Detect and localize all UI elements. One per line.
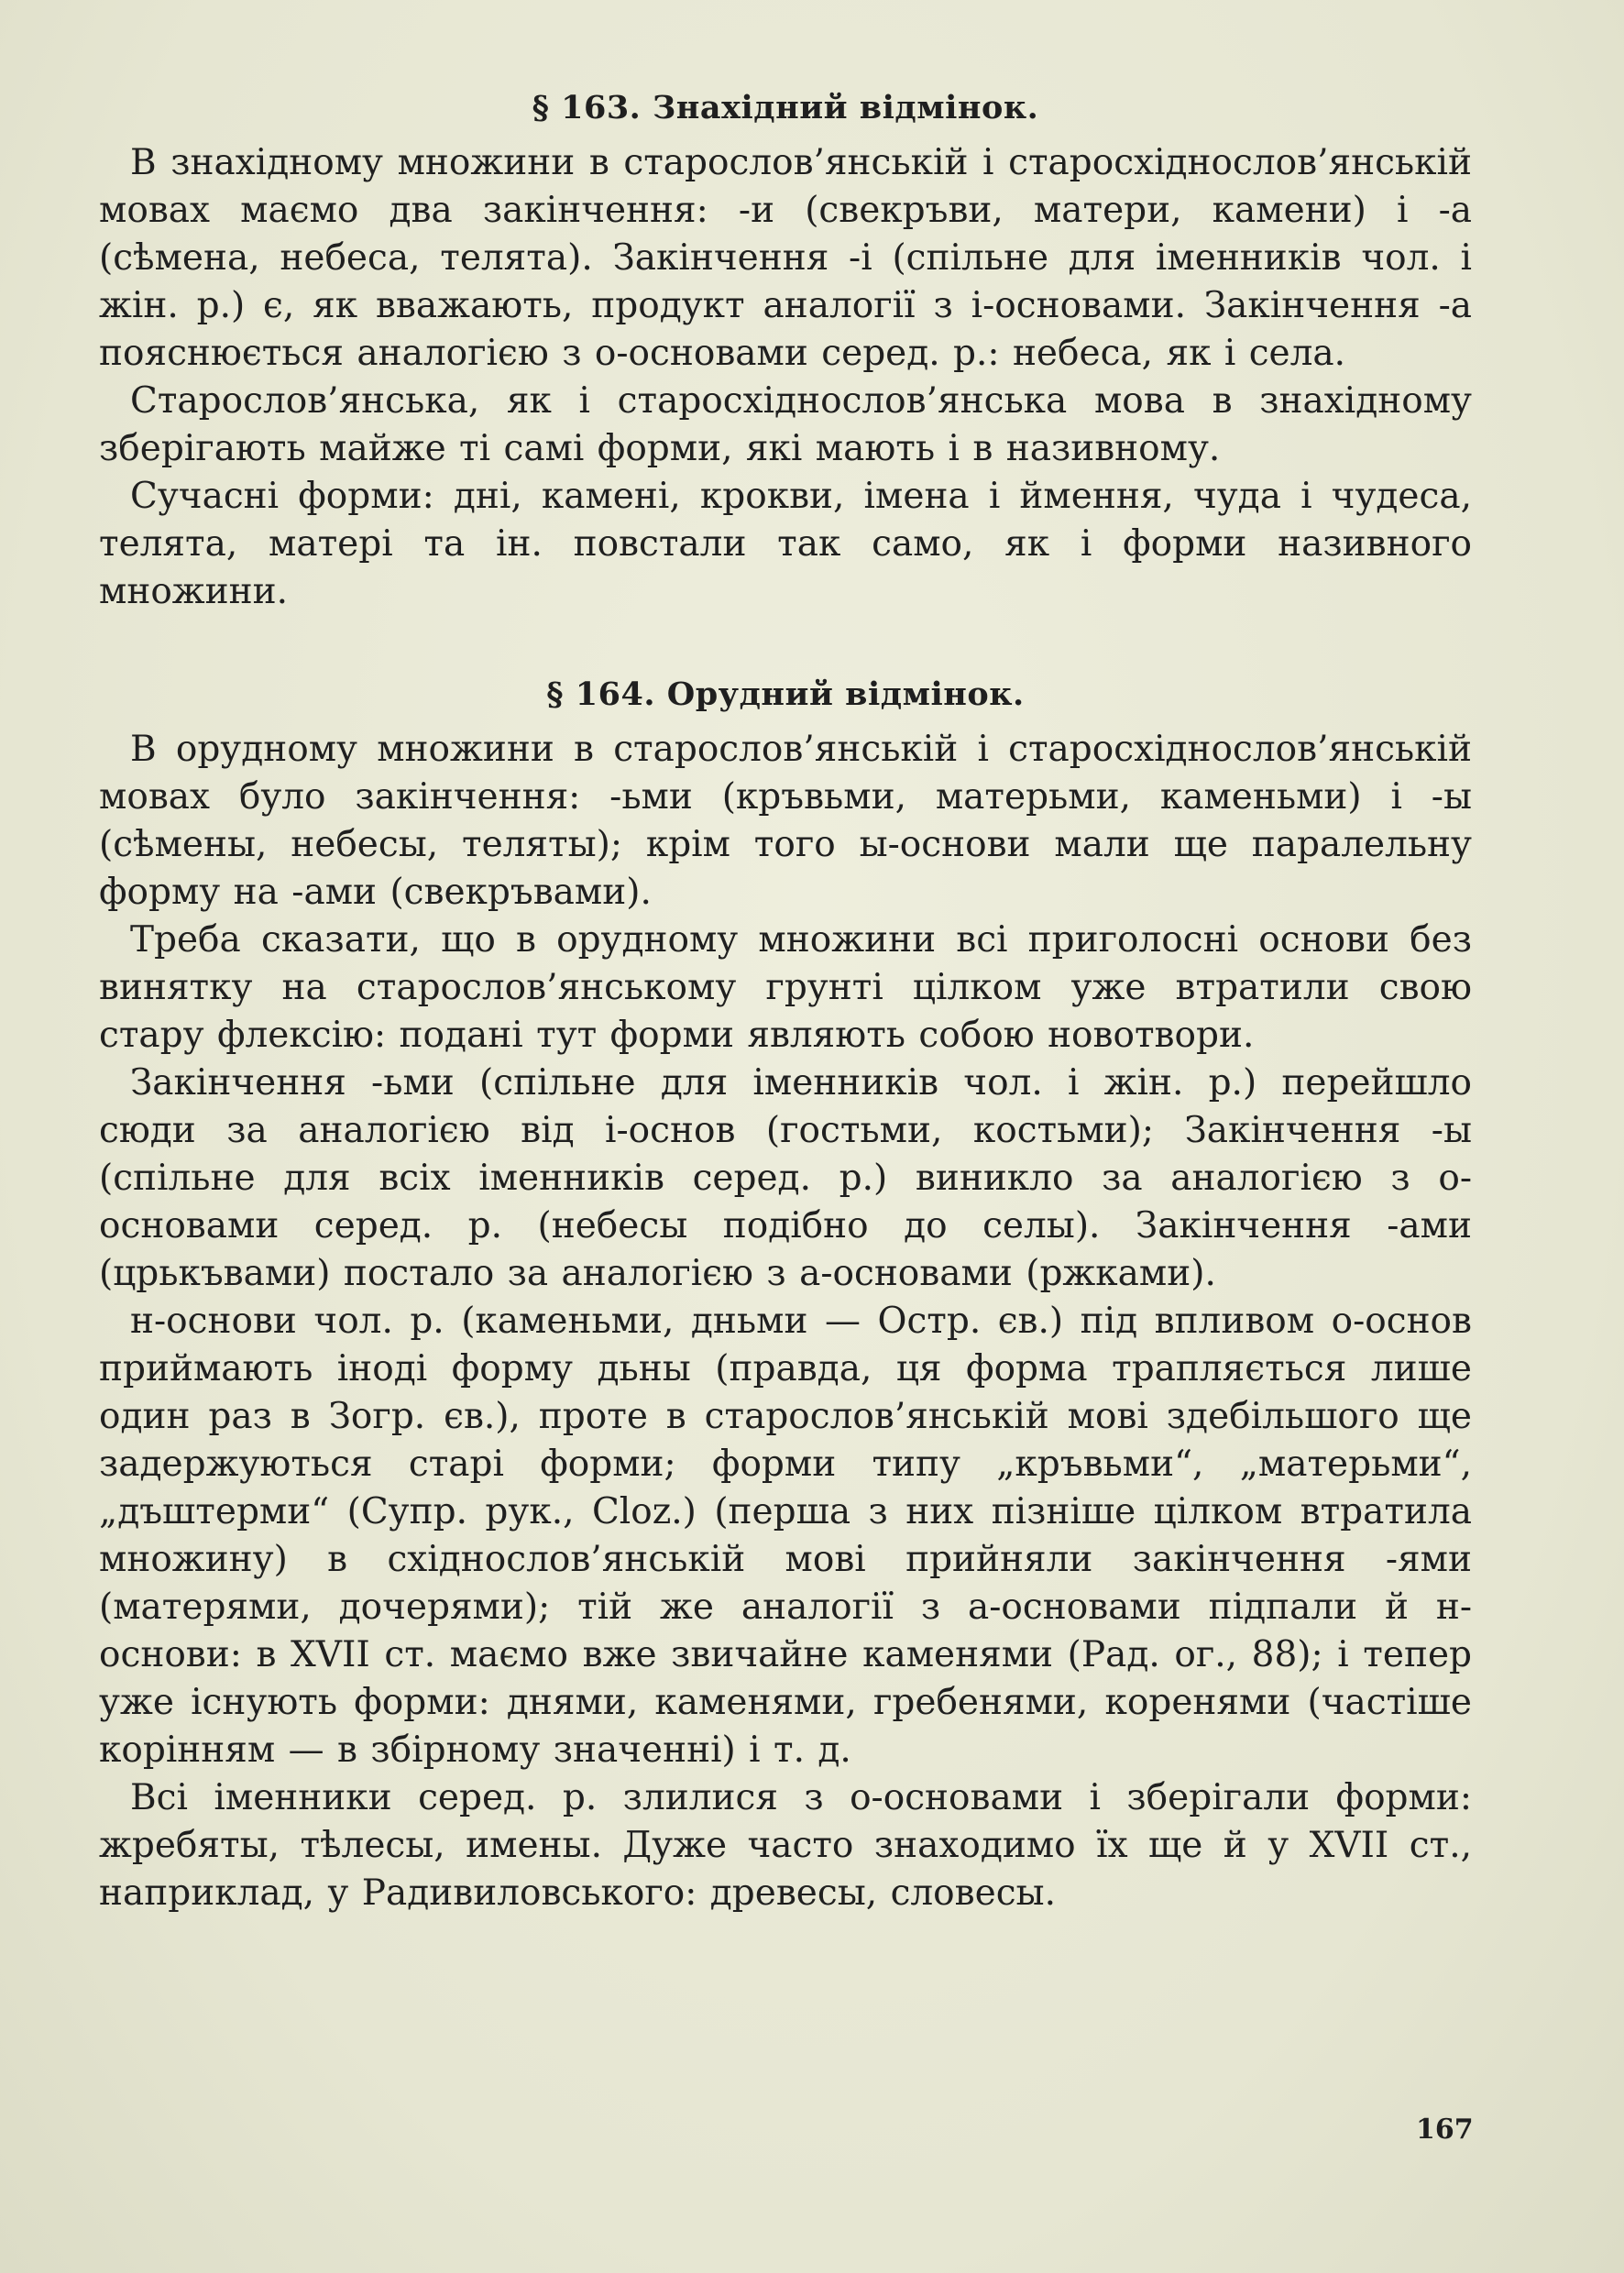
- section-164-paragraph-4: н-основи чол. р. (каменьми, дньми — Остр. єв.) під впливом о-основ приймають іноді форму дьны (правда, ця форма трапляється лише один раз в Зогр. єв.), проте в старослов’янській мові здебільшого ще задержуються старі форми; форми типу „кръвьми“, „матерьми“, „дъштерми“ (Супр. рук., Cloz.) (перша з них пізніше цілком втратила множину) в східнослов’янській мові прийняли закінчення -ями (матерями, дочерями); тій же аналогії з а-основами підпали й н-основи: в XVII ст. маємо вже звичайне каменями (Рад. ог., 88); і тепер уже існують форми: днями, каменями, гребенями, коренями (частіше корінням — в збірному значенні) і т. д.: [99, 1301, 1472, 1771]
- section-164-paragraph-3: Закінчення -ьми (спільне для іменників чол. і жін. р.) перейшло сюди за аналогією від і-основ (гостьми, костьми); Закінчення -ы (спільне для всіх іменників серед. р.) виникло за аналогією з о-основами серед. р. (небесы подібно до селы). Закінчення -ами (црькъвами) постало за аналогією з а-основами (ржками).: [99, 1062, 1472, 1294]
- section-164-paragraph-2: Треба сказати, що в орудному множини всі приголосні основи без винятку на старослов’янському грунті цілком уже втратили свою стару флексію: подані тут форми являють собою новотвори.: [99, 919, 1472, 1056]
- section-163-heading: § 163. Знахідний відмінок.: [532, 89, 1039, 126]
- page-number: 167: [1416, 2114, 1474, 2146]
- section-163-paragraph-3: Сучасні форми: дні, камені, крокви, імена і ймення, чуда і чудеса, телята, матері та ін. повстали так само, як і форми називного множини.: [99, 476, 1472, 612]
- section-164-paragraph-5: Всі іменники серед. р. злилися з о-основами і зберігали форми: жребяты, тѣлесы, имены. Дуже часто знаходимо їх ще й у XVII ст., наприклад, у Радивиловського: древесы, словесы.: [99, 1777, 1472, 1914]
- section-164-paragraph-1: В орудному множини в старослов’янській і старосхіднослов’янській мовах було закінчення: -ьми (кръвьми, матерьми, каменьми) і -ы (сѣмены, небесы, теляты); крім того ы-основи мали ще паралельну форму на -ами (свекръвами).: [99, 729, 1472, 913]
- section-163-paragraph-1: В знахідному множини в старослов’янській і старосхіднослов’янській мовах маємо два закінчення: -и (свекръви, матери, камени) і -а (сѣмена, небеса, телята). Закінчення -і (спільне для іменників чол. і жін. р.) є, як вважають, продукт аналогії з і-основами. Закінчення -а пояснюється аналогією з о-основами серед. р.: небеса, як і села.: [99, 142, 1472, 374]
- section-164-heading: § 164. Орудний відмінок.: [546, 675, 1025, 713]
- page-content: [99, 82, 1472, 1917]
- section-163-paragraph-2: Старослов’янська, як і старосхіднослов’янська мова в знахідному зберігають майже ті самі форми, які мають і в називному.: [99, 380, 1472, 469]
